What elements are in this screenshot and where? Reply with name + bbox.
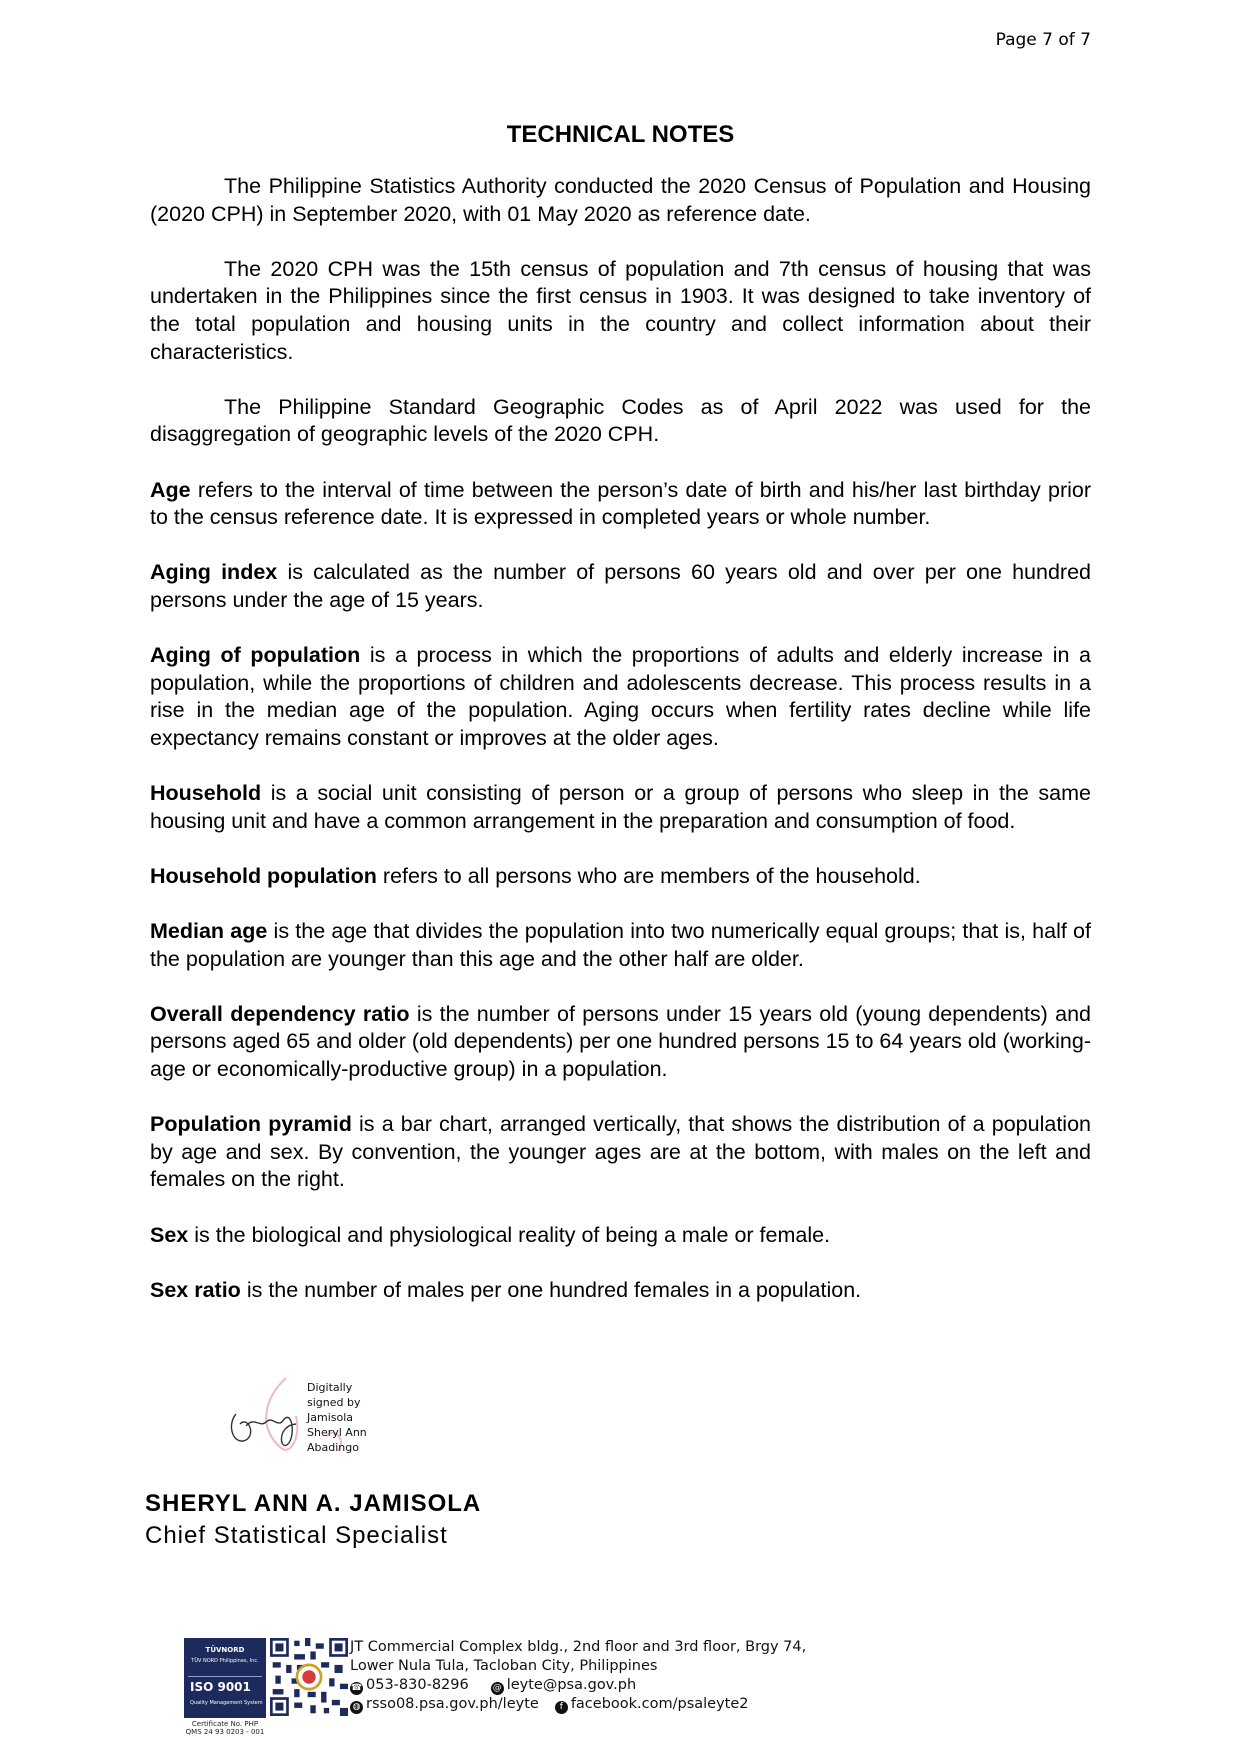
certificate-line: Certificate No. PHP	[191, 1720, 259, 1728]
paragraph-text: The Philippine Standard Geographic Codes as of April 2022 was used for the disaggregation of geographic levels of the 2020 CPH.	[150, 394, 1091, 447]
definition-overall-dependency-ratio	[150, 1001, 1091, 1084]
definition-aging-index	[150, 559, 1091, 614]
definition-term: Household	[150, 781, 262, 806]
phone-icon: ☎	[350, 1683, 363, 1693]
globe-icon: ◍	[350, 1701, 363, 1714]
definition-text: is a social unit consisting of person or a group of persons who sleep in the same housing unit and have a common arrangement in the preparation and consumption of food.	[150, 781, 1091, 833]
definition-household-population	[150, 863, 1091, 891]
badge-system: Quality Management System	[190, 1700, 263, 1706]
definition-age	[150, 477, 1091, 532]
badge-brand: TÜVNORD	[205, 1646, 245, 1654]
definition-text: is the number of persons under 15 years old (young dependents) and persons aged 65 and older (old dependents) per one hundred persons 15 to 64 years old (working-age or economically-productive group) in a population.	[150, 1001, 1092, 1081]
facebook-link[interactable]: facebook.com/psaleyte2	[570, 1696, 749, 1712]
definition-term: Aging index	[150, 560, 278, 585]
definition-text: is the biological and physiological reality of being a male or female.	[194, 1222, 831, 1247]
iso-certification-badge	[184, 1638, 266, 1718]
signature-note-line: Sheryl Ann	[307, 1426, 367, 1439]
email-icon: @	[492, 1683, 502, 1693]
definition-text: is calculated as the number of persons 60 years old and over per one hundred persons under the age of 15 years.	[150, 560, 1091, 612]
address-line: Lower Nula Tula, Tacloban City, Philippines	[350, 1658, 658, 1674]
qr-code-icon[interactable]	[270, 1638, 348, 1716]
digital-signature-note	[307, 1380, 397, 1455]
definition-text: is a process in which the proportions of adults and elderly increase in a population, while the proportions of children and adolescents decrease. This process results in a rise in the median age of the population. Aging occurs when fertility rates decline while life expectancy remains constant or improves at the older ages.	[150, 643, 1091, 750]
definition-text: refers to all persons who are members of the household.	[382, 863, 921, 888]
badge-divider	[188, 1676, 262, 1677]
certificate-line: QMS 24 93 0203 - 001	[185, 1728, 265, 1736]
definition-text: is the age that divides the population into two numerically equal groups; that is, half of the population are younger than this age and the other half are older.	[150, 919, 1091, 971]
email-link[interactable]: leyte@psa.gov.ph	[506, 1677, 637, 1693]
office-contact-info	[350, 1638, 810, 1714]
paragraph-text: The Philippine Statistics Authority conducted the 2020 Census of Population and Housing (2020 CPH) in September 2020, with 01 May 2020 as reference date.	[150, 174, 1091, 226]
definition-term: Overall dependency ratio	[150, 1001, 410, 1026]
signatory-title: Chief Statistical Specialist	[145, 1522, 448, 1549]
definition-term: Sex	[150, 1222, 189, 1247]
contact-row	[350, 1695, 810, 1714]
document-title: TECHNICAL NOTES	[506, 121, 735, 148]
technical-notes-body	[150, 173, 1091, 1332]
definition-median-age	[150, 918, 1091, 973]
intro-paragraph	[150, 394, 1091, 449]
definition-text: is a bar chart, arranged vertically, that shows the distribution of a population by age and sex. By convention, the younger ages are at the bottom, with males on the left and females on the right.	[150, 1112, 1091, 1192]
definition-term: Population pyramid	[150, 1112, 352, 1137]
badge-brand-sub: TÜV NORD Philippines, Inc.	[191, 1658, 259, 1664]
phone-number[interactable]: 053-830-8296	[366, 1677, 469, 1693]
definition-household	[150, 780, 1091, 835]
page-number: Page 7 of 7	[995, 30, 1091, 50]
website-link[interactable]: rsso08.psa.gov.ph/leyte	[366, 1696, 539, 1712]
signatory-name: SHERYL ANN A. JAMISOLA	[145, 1490, 482, 1517]
intro-paragraph	[150, 173, 1091, 228]
definition-term: Median age	[150, 919, 268, 944]
definition-term: Age	[150, 477, 191, 502]
certificate-number	[184, 1720, 266, 1736]
definition-term: Aging of population	[150, 643, 361, 668]
definition-population-pyramid	[150, 1111, 1091, 1194]
address-line: JT Commercial Complex bldg., 2nd floor and 3rd floor, Brgy 74,	[350, 1639, 807, 1655]
definition-text: is the number of males per one hundred females in a population.	[246, 1277, 862, 1302]
paragraph-text: The 2020 CPH was the 15th census of population and 7th census of housing that was undertaken in the Philippines since the first census in 1903. It was designed to take inventory of the total population and housing units in the country and collect information about their characteristics.	[150, 256, 1091, 364]
digital-signature	[226, 1366, 386, 1456]
definition-text: refers to the interval of time between the person’s date of birth and his/her last birthday prior to the census reference date. It is expressed in completed years or whole number.	[150, 477, 1092, 530]
footer	[184, 1638, 810, 1744]
contact-row	[350, 1676, 810, 1695]
definition-term: Household population	[150, 863, 377, 888]
definition-aging-of-population	[150, 642, 1091, 752]
facebook-icon: f	[555, 1701, 568, 1714]
definition-sex-ratio	[150, 1277, 1091, 1305]
definition-sex	[150, 1222, 1091, 1250]
intro-paragraph	[150, 256, 1091, 366]
signature-note-line: Digitally	[307, 1381, 353, 1394]
signature-note-line: signed by	[307, 1396, 361, 1409]
badge-standard: ISO 9001	[190, 1680, 251, 1694]
signature-note-line: Jamisola	[307, 1411, 354, 1424]
signature-note-line: Abadingo	[307, 1441, 359, 1454]
definition-term: Sex ratio	[150, 1277, 241, 1302]
